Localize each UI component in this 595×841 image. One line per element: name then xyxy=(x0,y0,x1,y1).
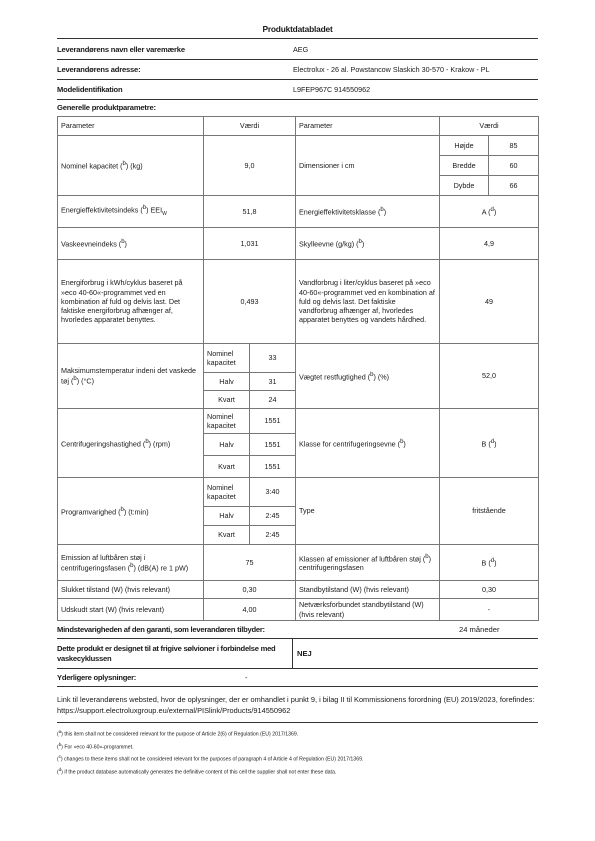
rinsing-value: 4,9 xyxy=(440,228,539,260)
model-id-value: L9FEP967C 914550962 xyxy=(293,85,371,94)
energy-per-cycle-label: Energiforbrug i kWh/cyklus baseret på »eco 40-60«-programmet ved en kombination af fuld og delvis last. Det faktiske energiforbrug afhænger af, hvorledes apparatet benyttes. xyxy=(58,260,204,344)
off-mode-label: Slukket tilstand (W) (hvis relevant) xyxy=(58,581,204,599)
noise-emission-label: Emission af luftbåren støj i centrifugeringsfasen ($^b$) (dB(A) re 1 pW) xyxy=(58,545,204,581)
dimensions-label: Dimensioner i cm xyxy=(296,136,440,196)
spin-rated-value: 1551 xyxy=(250,409,296,434)
standby-label: Standbytilstand (W) (hvis relevant) xyxy=(296,581,440,599)
silver-ion-value: NEJ xyxy=(292,639,312,668)
page-title: Produktdatabladet xyxy=(57,20,538,39)
col-header-parameter-2: Parameter xyxy=(296,117,440,136)
table-row xyxy=(58,260,539,344)
type-label: Type xyxy=(296,478,440,545)
capacity-value: 9,0 xyxy=(204,136,296,196)
guarantee-value: 24 måneder xyxy=(459,625,500,634)
depth-value: 66 xyxy=(489,176,539,196)
col-header-parameter: Parameter xyxy=(58,117,204,136)
spin-class-label: Klasse for centrifugeringsevne ($^b$) xyxy=(296,409,440,478)
extra-info-label: Yderligere oplysninger: xyxy=(57,673,137,682)
col-header-value-2: Værdi xyxy=(440,117,539,136)
extra-info-value: - xyxy=(245,673,248,682)
temp-rated-value: 33 xyxy=(250,344,296,373)
washing-index-label: Vaskeevneindeks ($^b$) xyxy=(58,228,204,260)
table-row xyxy=(58,344,539,373)
off-mode-value: 0,30 xyxy=(204,581,296,599)
delay-start-value: 4,00 xyxy=(204,599,296,621)
table-row xyxy=(58,599,539,621)
delay-start-label: Udskudt start (W) (hvis relevant) xyxy=(58,599,204,621)
load-level-quarter: Kvart xyxy=(204,456,250,478)
supplier-name-row xyxy=(57,39,538,60)
table-row xyxy=(58,581,539,599)
supplier-address-value: Electrolux - 26 al. Powstancow Slaskich 30-570 - Krakow - PL xyxy=(293,65,490,74)
table-row xyxy=(58,409,539,434)
width-value: 60 xyxy=(489,156,539,176)
table-row xyxy=(58,478,539,507)
load-level-half: Halv xyxy=(204,434,250,456)
moisture-value: 52,0 xyxy=(440,344,539,409)
washing-index-value: 1,031 xyxy=(204,228,296,260)
temp-half-value: 31 xyxy=(250,373,296,391)
spin-quarter-value: 1551 xyxy=(250,456,296,478)
guarantee-label: Mindstevarigheden af den garanti, som leverandøren tilbyder: xyxy=(57,625,265,634)
table-row xyxy=(58,545,539,581)
spin-half-value: 1551 xyxy=(250,434,296,456)
noise-class-label: Klassen af emissioner af luftbåren støj ($^b$) centrifugeringsfasen xyxy=(296,545,440,581)
supplier-address-row xyxy=(57,60,538,80)
table-row xyxy=(58,136,539,156)
footnote: ($^d$) if the product database automatically generates the definitive content of this cell the supplier shall not enter these data. xyxy=(57,767,337,776)
model-id-row xyxy=(57,80,538,100)
temp-quarter-value: 24 xyxy=(250,391,296,409)
capacity-label: Nominel kapacitet ($^b$) (kg) xyxy=(58,136,204,196)
height-label: Højde xyxy=(440,136,489,156)
spin-class-value: B ($^d$) xyxy=(440,409,539,478)
silver-ion-label: Dette produkt er designet til at frigive sølvioner i forbindelse med vaskecyklussen xyxy=(57,644,276,663)
parameters-table xyxy=(57,116,539,621)
supplier-name-label: Leverandørens navn eller varemærke xyxy=(57,44,185,54)
supplier-address-label: Leverandørens adresse: xyxy=(57,65,141,74)
col-header-value: Værdi xyxy=(204,117,296,136)
duration-rated-value: 3:40 xyxy=(250,478,296,507)
eei-label: Energieffektivitetsindeks ($^b$) $EEI_W$ xyxy=(58,196,204,228)
max-temp-label: Maksimumstemperatur indeni det vaskede tøj ($^b$) (°C) xyxy=(58,344,204,409)
noise-class-value: B ($^d$) xyxy=(440,545,539,581)
load-level-rated: Nominel kapacitet xyxy=(204,409,250,434)
network-standby-value: - xyxy=(440,599,539,621)
table-row xyxy=(58,228,539,260)
footnote: ($^b$) For »eco 40-60«-programmet. xyxy=(57,741,134,751)
table-header-row xyxy=(58,117,539,136)
duration-quarter-value: 2:45 xyxy=(250,526,296,545)
footnotes xyxy=(57,727,538,778)
load-level-rated: Nominel kapacitet xyxy=(204,344,250,373)
type-value: fritstående xyxy=(440,478,539,545)
supplier-name-value: AEG xyxy=(293,44,309,54)
extra-info-row xyxy=(57,669,538,687)
program-duration-label: Programvarighed ($^b$) (t:min) xyxy=(58,478,204,545)
silver-ion-row xyxy=(57,639,538,669)
load-level-rated: Nominel kapacitet xyxy=(204,478,250,507)
standby-value: 0,30 xyxy=(440,581,539,599)
eei-value: 51,8 xyxy=(204,196,296,228)
footnote: ($^c$) changes to these items shall not be considered relevant for the purposes of paragraph 4 of Article 4 of Regulation (EU) 2017/1369. xyxy=(57,754,364,764)
load-level-half: Halv xyxy=(204,373,250,391)
energy-class-value: A ($^d$) xyxy=(440,196,539,228)
table-row xyxy=(58,196,539,228)
water-per-cycle-value: 49 xyxy=(440,260,539,344)
noise-emission-value: 75 xyxy=(204,545,296,581)
height-value: 85 xyxy=(489,136,539,156)
rinsing-label: Skylleevne (g/kg) ($^b$) xyxy=(296,228,440,260)
network-standby-label: Netværksforbundet standbytilstand (W) (hvis relevant) xyxy=(296,599,440,621)
load-level-half: Halv xyxy=(204,507,250,526)
guarantee-row xyxy=(57,621,538,639)
spin-speed-label: Centrifugeringshastighed ($^b$) (rpm) xyxy=(58,409,204,478)
load-level-quarter: Kvart xyxy=(204,526,250,545)
moisture-label: Vægtet restfugtighed ($^b$) (%) xyxy=(296,344,440,409)
product-data-sheet xyxy=(57,20,538,778)
section-title: Generelle produktparametre: xyxy=(57,103,156,112)
energy-class-label: Energieffektivitetsklasse ($^b$) xyxy=(296,196,440,228)
width-label: Bredde xyxy=(440,156,489,176)
energy-per-cycle-value: 0,493 xyxy=(204,260,296,344)
supplier-link-text: Link til leverandørens websted, hvor de oplysninger, der er omhandlet i punkt 9, i bilag II til Kommissionens forordning (EU) 2019/2023, forefindes: https://support.electroluxgroup.eu/external/PISlink/Products/914550962 xyxy=(57,695,538,723)
footnote: ($^a$) this item shall not be considered relevant for the purpose of Article 2(6) of Regulation (EU) 2017/1369. xyxy=(57,729,299,738)
depth-label: Dybde xyxy=(440,176,489,196)
load-level-quarter: Kvart xyxy=(204,391,250,409)
duration-half-value: 2:45 xyxy=(250,507,296,526)
model-id-label: Modelidentifikation xyxy=(57,85,123,94)
water-per-cycle-label: Vandforbrug i liter/cyklus baseret på »eco 40-60«-programmet ved en kombination af fuld og delvis last. Det faktiske vandforbrug afhænger af, hvorledes apparatet benyttes og vandets hårdhed. xyxy=(296,260,440,344)
